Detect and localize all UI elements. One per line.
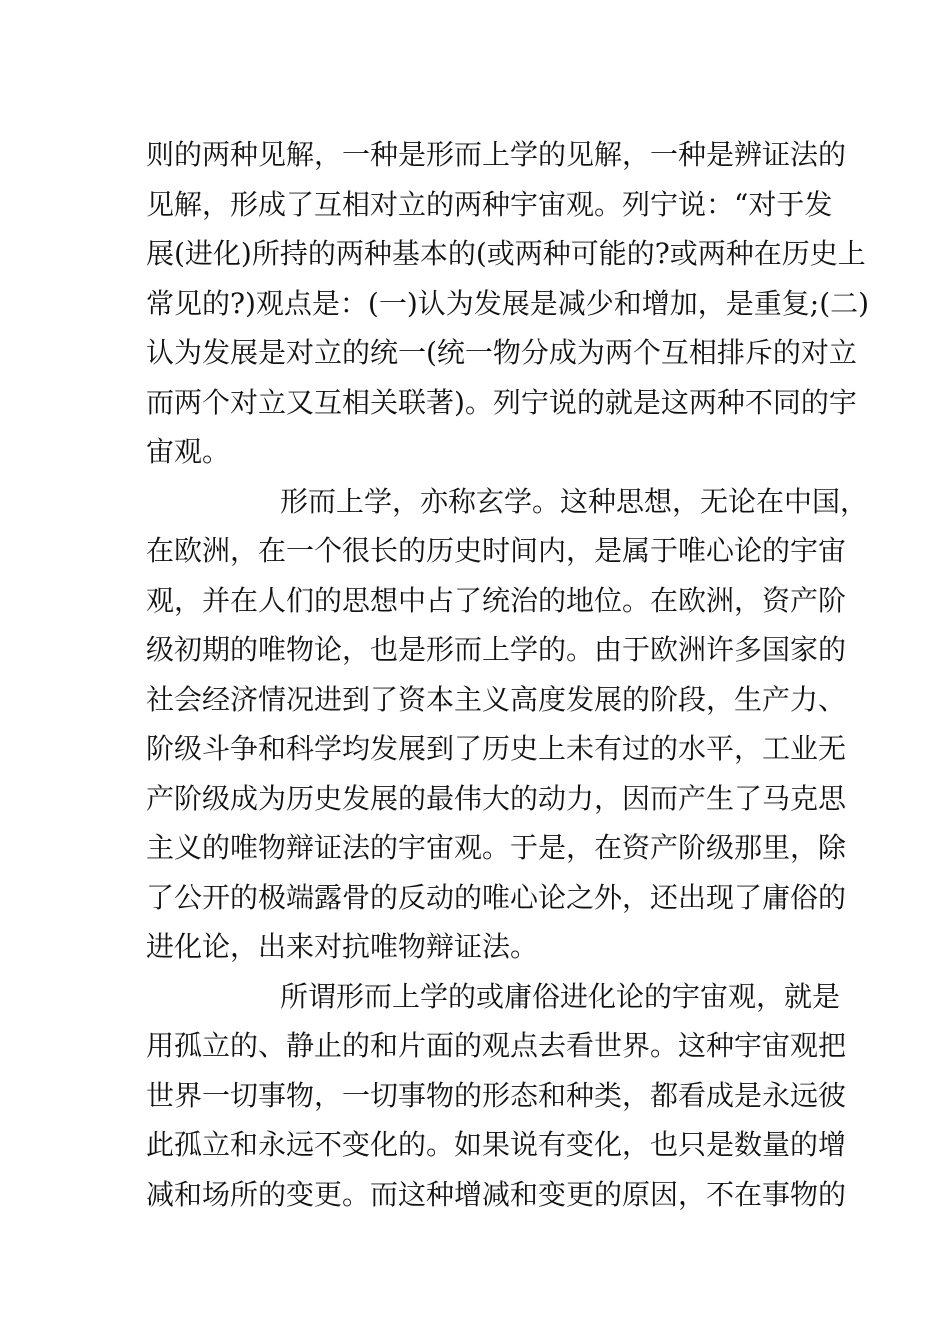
text-line: 级初期的唯物论，也是形而上学的。由于欧洲许多国家的 [146,633,847,666]
paragraph-2 [146,477,869,972]
text-line: 展(进化)所持的两种基本的(或两种可能的?或两种在历史上 [146,237,866,270]
text-line: 在欧洲，在一个很长的历史时间内，是属于唯心论的宇宙 [146,534,847,567]
text-line: 了公开的极端露骨的反动的唯心论之外，还出现了庸俗的 [146,880,847,914]
text-line: 社会经济情况进到了资本主义高度发展的阶段，生产力、 [146,682,847,716]
text-line: 认为发展是对立的统一(统一物分成为两个互相排斥的对立 [146,336,857,369]
document-body [146,130,870,1219]
text-line: 主义的唯物辩证法的宇宙观。于是，在资产阶级那里，除 [146,831,847,864]
text-line: 阶级斗争和科学均发展到了历史上未有过的水平，工业无 [146,732,847,765]
text-line: 观，并在人们的思想中占了统治的地位。在欧洲，资产阶 [146,583,847,617]
text-line: 世界一切事物，一切事物的形态和种类，都看成是永远彼 [146,1078,847,1112]
text-line: 则的两种见解，一种是形而上学的见解，一种是辨证法的 [146,138,847,171]
text-line: 减和场所的变更。而这种增减和变更的原因，不在事物的 [146,1177,847,1211]
text-line: 用孤立的、静止的和片面的观点去看世界。这种宇宙观把 [146,1029,847,1062]
text-line: 产阶级成为历史发展的最伟大的动力，因而产生了马克思 [146,781,847,815]
text-line: 进化论，出来对抗唯物辩证法。 [146,930,539,963]
paragraph-3 [146,972,846,1220]
text-line: 宙观。 [146,435,231,468]
text-line: 见解，形成了互相对立的两种宇宙观。列宁说：“对于发 [146,187,833,221]
text-line-indented: 所谓形而上学的或庸俗进化论的宇宙观，就是 [280,979,841,1013]
text-line: 此孤立和永远不变化的。如果说有变化，也只是数量的增 [146,1128,847,1161]
text-line: 常见的?)观点是：(一)认为发展是减少和增加，是重复;(二) [146,286,870,320]
text-line: 而两个对立又互相关联著)。列宁说的就是这两种不同的宇 [146,385,857,419]
text-line-indented: 形而上学，亦称玄学。这种思想，无论在中国， [280,484,869,518]
paragraph-1 [146,130,870,477]
